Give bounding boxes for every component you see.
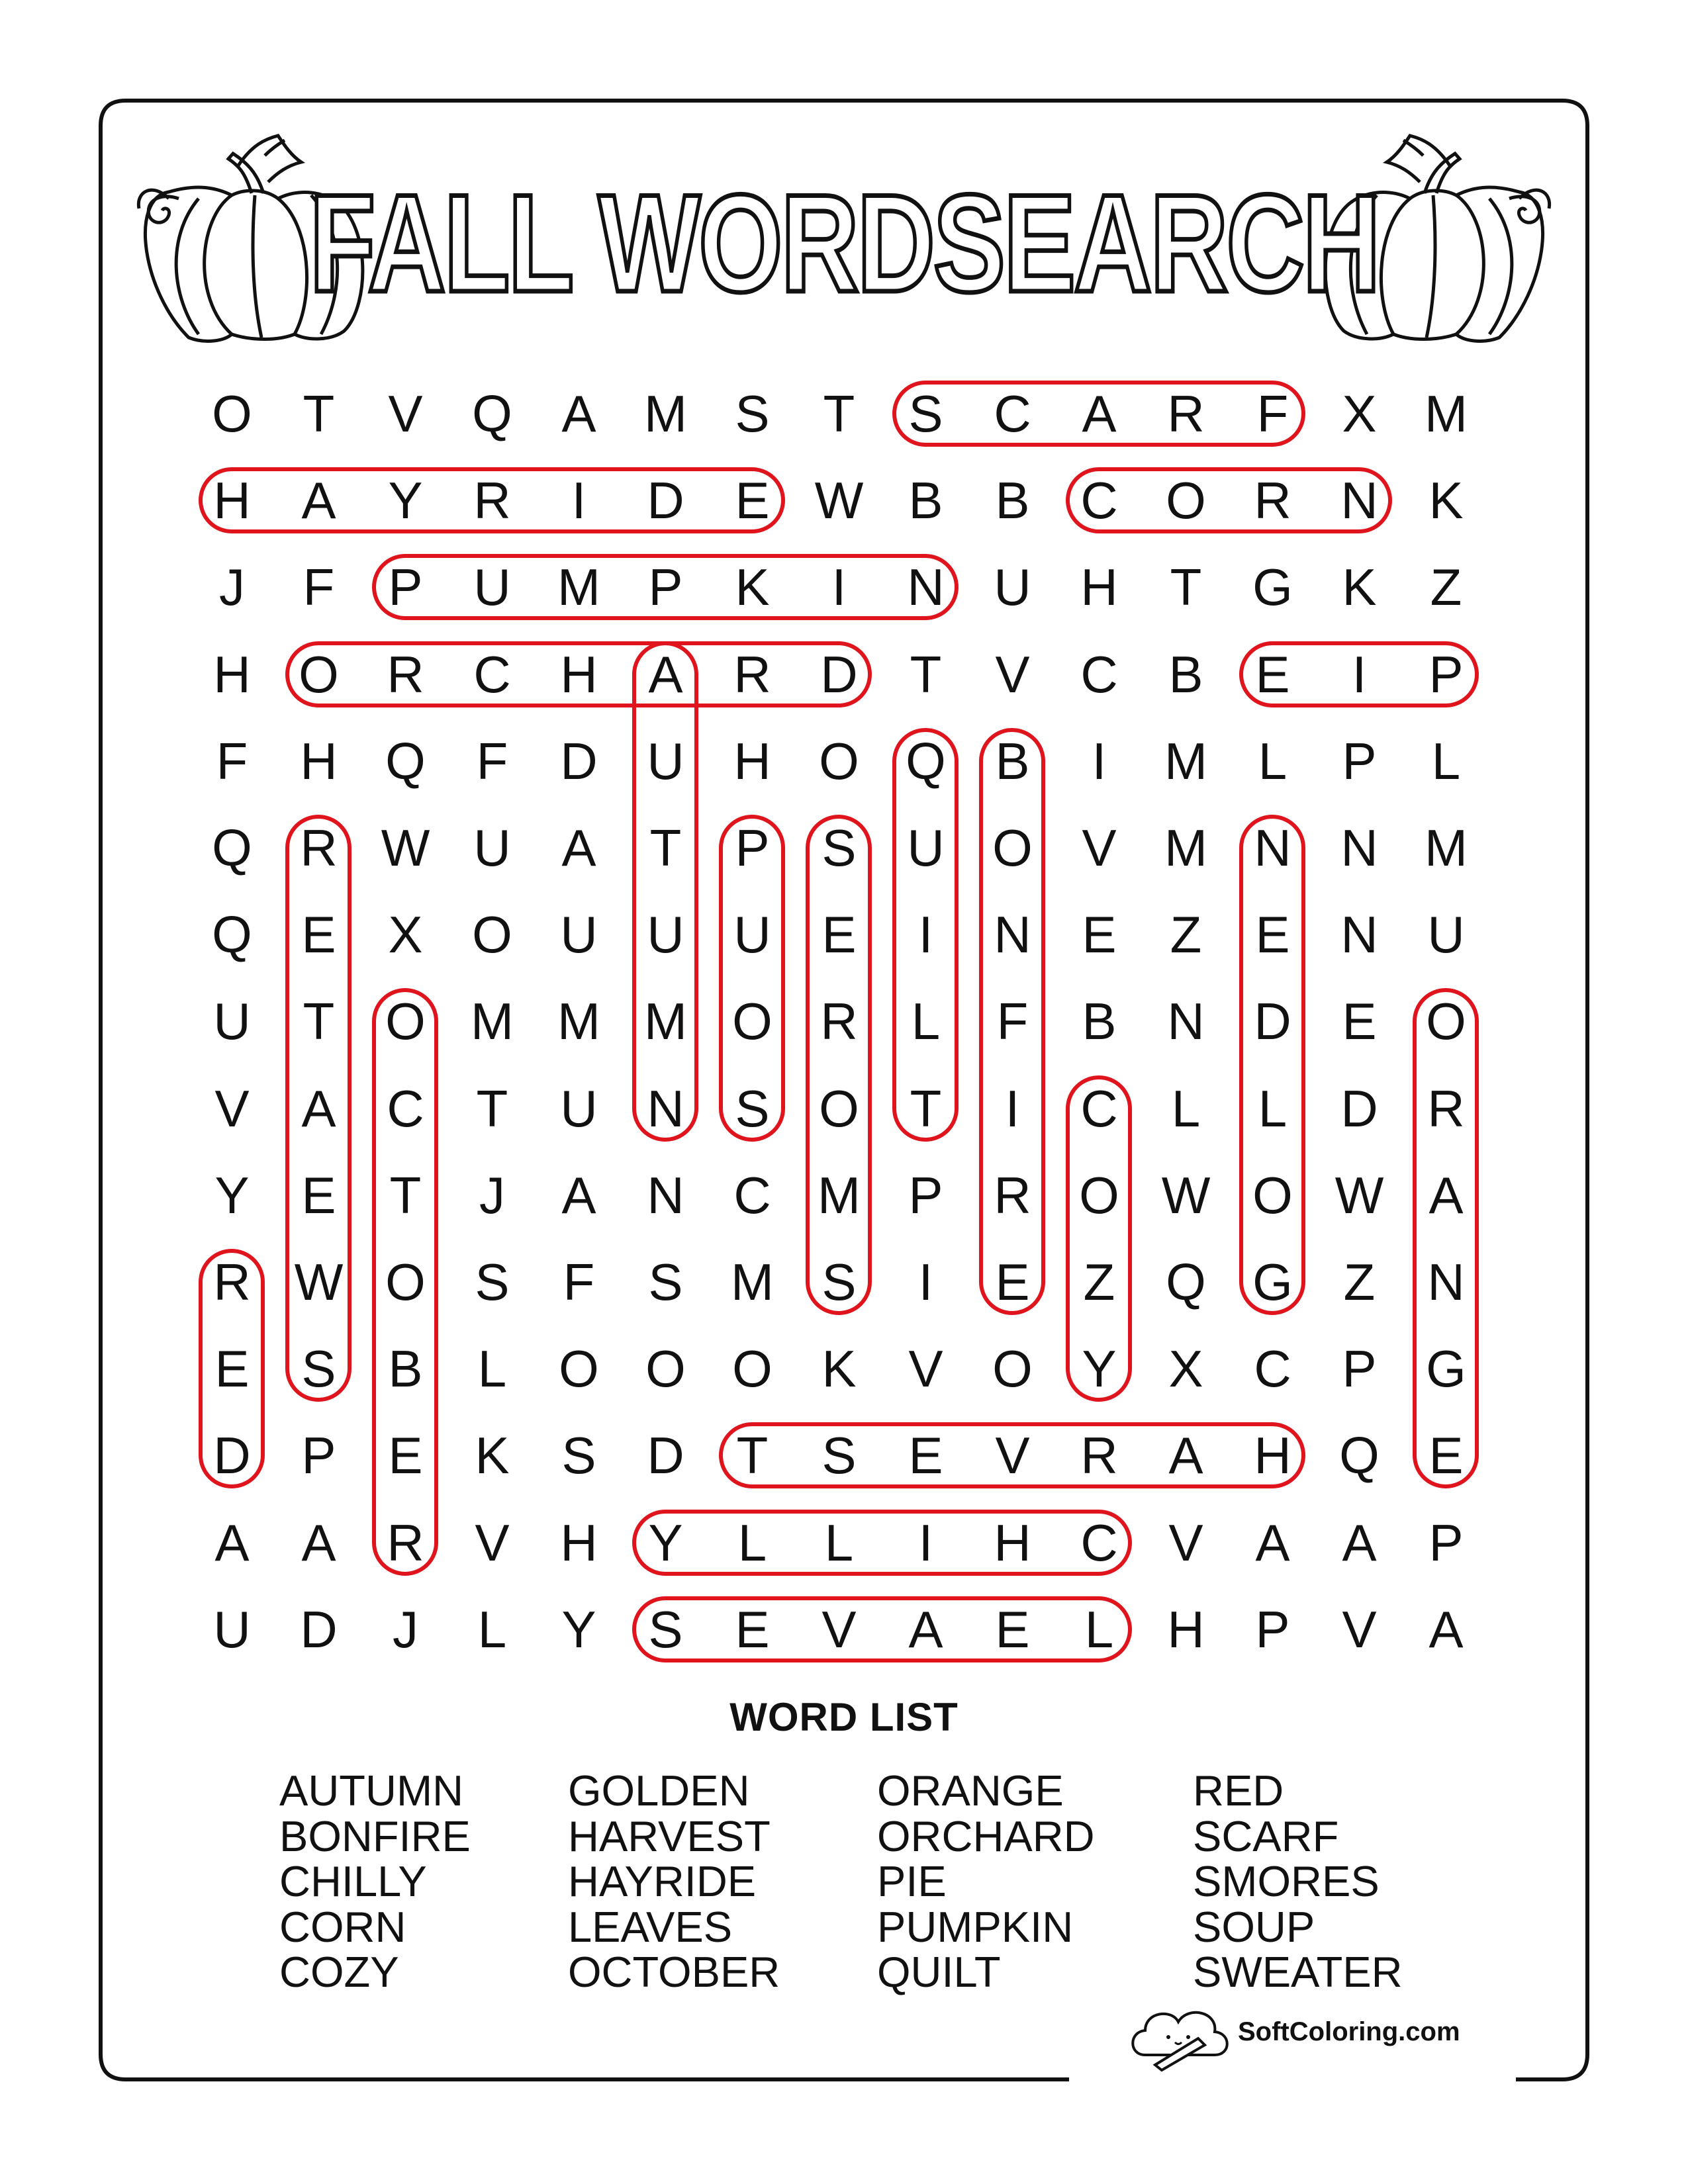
grid-cell-r4-c10: I — [1092, 731, 1107, 790]
grid-cell-r7-c6: O — [732, 992, 773, 1051]
grid-cell-r14-c12: P — [1255, 1600, 1290, 1659]
grid-cell-r5-c6: P — [735, 819, 770, 877]
grid-cell-r8-c2: C — [387, 1079, 424, 1138]
word-list-item: CHILLY — [279, 1857, 427, 1905]
grid-cell-r6-c5: U — [647, 905, 684, 964]
word-list-column-3 — [877, 1768, 1095, 1995]
word-list-item: LEAVES — [568, 1902, 733, 1951]
grid-cell-r12-c12: H — [1254, 1426, 1291, 1485]
grid-cell-r7-c1: T — [303, 992, 335, 1051]
grid-cell-r13-c4: H — [560, 1513, 598, 1572]
grid-cell-r9-c1: E — [301, 1165, 336, 1224]
grid-cell-r12-c14: E — [1429, 1426, 1464, 1485]
grid-cell-r11-c3: L — [477, 1340, 507, 1398]
grid-cell-r10-c12: G — [1252, 1253, 1293, 1311]
grid-cell-r7-c11: N — [1167, 992, 1205, 1051]
grid-cell-r2-c4: M — [557, 558, 600, 617]
grid-cell-r8-c4: U — [560, 1079, 598, 1138]
grid-cell-r4-c3: F — [476, 731, 508, 790]
grid-cell-r1-c8: B — [908, 471, 943, 530]
word-list-item: SWEATER — [1193, 1948, 1403, 1996]
grid-cell-r5-c11: M — [1164, 819, 1207, 877]
grid-cell-r0-c5: M — [644, 385, 687, 443]
grid-cell-r6-c2: X — [388, 905, 423, 964]
grid-cell-r7-c3: M — [471, 992, 514, 1051]
grid-cell-r12-c11: A — [1168, 1426, 1203, 1485]
grid-cell-r5-c8: U — [907, 819, 945, 877]
grid-cell-r4-c6: H — [733, 731, 771, 790]
grid-cell-r10-c2: O — [385, 1253, 426, 1311]
grid-cell-r1-c4: I — [571, 471, 586, 530]
grid-cell-r5-c1: R — [300, 819, 338, 877]
grid-cell-r7-c4: M — [557, 992, 600, 1051]
grid-cell-r5-c0: Q — [212, 819, 252, 877]
grid-cell-r7-c13: E — [1342, 992, 1377, 1051]
grid-cell-r4-c13: P — [1342, 731, 1377, 790]
word-list-item: QUILT — [877, 1948, 1001, 1996]
grid-cell-r13-c7: L — [824, 1513, 854, 1572]
grid-cell-r8-c13: D — [1340, 1079, 1378, 1138]
grid-cell-r2-c12: G — [1252, 558, 1293, 617]
grid-cell-r13-c14: P — [1429, 1513, 1464, 1572]
grid-cell-r0-c4: A — [561, 385, 596, 443]
word-list-item: SOUP — [1193, 1902, 1315, 1951]
grid-cell-r0-c10: A — [1082, 385, 1117, 443]
grid-cell-r13-c10: C — [1080, 1513, 1118, 1572]
grid-cell-r9-c13: W — [1335, 1165, 1384, 1224]
grid-cell-r9-c7: M — [818, 1165, 861, 1224]
grid-cell-r10-c6: M — [731, 1253, 774, 1311]
word-list-column-1 — [279, 1768, 471, 1995]
grid-cell-r11-c2: B — [388, 1340, 423, 1398]
grid-cell-r13-c5: Y — [648, 1513, 683, 1572]
grid-cell-r11-c4: O — [559, 1340, 599, 1398]
grid-cell-r5-c7: S — [821, 819, 857, 877]
grid-cell-r6-c14: U — [1427, 905, 1465, 964]
grid-cell-r11-c5: O — [645, 1340, 686, 1398]
grid-cell-r10-c14: N — [1427, 1253, 1465, 1311]
grid-cell-r1-c5: D — [647, 471, 684, 530]
word-list-item: ORANGE — [877, 1766, 1064, 1815]
grid-cell-r7-c8: L — [911, 992, 941, 1051]
grid-cell-r12-c3: K — [475, 1426, 510, 1485]
grid-cell-r10-c4: F — [563, 1253, 595, 1311]
grid-cell-r13-c3: V — [475, 1513, 510, 1572]
grid-cell-r3-c7: D — [820, 645, 858, 704]
word-list-column-4 — [1193, 1768, 1403, 1995]
grid-cell-r4-c8: Q — [906, 731, 946, 790]
grid-cell-r0-c3: Q — [472, 385, 512, 443]
grid-cell-r5-c5: T — [649, 819, 682, 877]
grid-cell-r8-c7: O — [819, 1079, 859, 1138]
word-list-column-2 — [568, 1768, 780, 1995]
grid-cell-r4-c11: M — [1164, 731, 1207, 790]
grid-cell-r11-c14: G — [1426, 1340, 1466, 1398]
grid-cell-r2-c3: U — [473, 558, 511, 617]
grid-cell-r0-c12: F — [1256, 385, 1289, 443]
grid-cell-r14-c1: D — [300, 1600, 338, 1659]
grid-cell-r1-c13: N — [1340, 471, 1378, 530]
grid-cell-r8-c1: A — [301, 1079, 336, 1138]
grid-cell-r14-c9: E — [995, 1600, 1030, 1659]
grid-cell-r0-c8: S — [908, 385, 943, 443]
grid-cell-r2-c5: P — [648, 558, 683, 617]
grid-cell-r13-c12: A — [1255, 1513, 1290, 1572]
grid-cell-r2-c0: J — [219, 558, 245, 617]
grid-cell-r6-c7: E — [821, 905, 857, 964]
grid-cell-r9-c3: J — [479, 1165, 505, 1224]
grid-cell-r3-c3: C — [473, 645, 511, 704]
grid-cell-r5-c14: M — [1425, 819, 1468, 877]
grid-cell-r1-c10: C — [1080, 471, 1118, 530]
grid-cell-r10-c13: Z — [1343, 1253, 1376, 1311]
grid-cell-r5-c2: W — [381, 819, 430, 877]
grid-cell-r6-c6: U — [733, 905, 771, 964]
grid-cell-r14-c14: A — [1429, 1600, 1464, 1659]
word-list-item: AUTUMN — [279, 1766, 464, 1815]
grid-cell-r14-c0: U — [213, 1600, 251, 1659]
grid-cell-r11-c12: C — [1254, 1340, 1291, 1398]
grid-cell-r3-c10: C — [1080, 645, 1118, 704]
grid-cell-r8-c6: S — [735, 1079, 770, 1138]
grid-cell-r11-c9: O — [992, 1340, 1033, 1398]
brand-logo — [1125, 1999, 1470, 2071]
grid-cell-r11-c11: X — [1168, 1340, 1203, 1398]
grid-cell-r1-c7: W — [814, 471, 864, 530]
grid-cell-r10-c7: S — [821, 1253, 857, 1311]
cloud-pencil-logo-icon — [1125, 1999, 1238, 2071]
grid-cell-r6-c4: U — [560, 905, 598, 964]
grid-cell-r5-c13: N — [1340, 819, 1378, 877]
grid-cell-r5-c3: U — [473, 819, 511, 877]
grid-cell-r9-c10: O — [1079, 1165, 1119, 1224]
grid-cell-r4-c0: F — [216, 731, 248, 790]
grid-cell-r14-c2: J — [393, 1600, 418, 1659]
grid-cell-r8-c12: L — [1258, 1079, 1288, 1138]
grid-cell-r3-c5: A — [648, 645, 683, 704]
grid-cell-r11-c6: O — [732, 1340, 773, 1398]
grid-cell-r6-c1: E — [301, 905, 336, 964]
grid-cell-r11-c1: S — [301, 1340, 336, 1398]
grid-cell-r3-c11: B — [1168, 645, 1203, 704]
grid-cell-r9-c14: A — [1429, 1165, 1464, 1224]
grid-cell-r0-c13: X — [1342, 385, 1377, 443]
grid-cell-r5-c9: O — [992, 819, 1033, 877]
grid-cell-r0-c11: R — [1167, 385, 1205, 443]
grid-cell-r5-c12: N — [1254, 819, 1291, 877]
grid-cell-r7-c5: M — [644, 992, 687, 1051]
grid-cell-r1-c3: R — [473, 471, 511, 530]
grid-cell-r1-c14: K — [1429, 471, 1464, 530]
grid-cell-r13-c6: L — [737, 1513, 767, 1572]
grid-cell-r6-c0: Q — [212, 905, 252, 964]
grid-cell-r3-c1: O — [299, 645, 339, 704]
grid-cell-r0-c1: T — [303, 385, 335, 443]
word-list-item: RED — [1193, 1766, 1284, 1815]
grid-cell-r12-c1: P — [301, 1426, 336, 1485]
grid-cell-r13-c2: R — [387, 1513, 424, 1572]
grid-cell-r3-c14: P — [1429, 645, 1464, 704]
grid-cell-r7-c10: B — [1082, 992, 1117, 1051]
grid-cell-r1-c0: H — [213, 471, 251, 530]
grid-cell-r13-c13: A — [1342, 1513, 1377, 1572]
grid-cell-r10-c11: Q — [1166, 1253, 1206, 1311]
grid-cell-r13-c1: A — [301, 1513, 336, 1572]
word-list-item: PUMPKIN — [877, 1902, 1074, 1951]
grid-cell-r6-c11: Z — [1170, 905, 1202, 964]
brand-text: SoftColoring.com — [1238, 2017, 1460, 2046]
grid-cell-r6-c9: N — [994, 905, 1031, 964]
grid-cell-r12-c0: D — [213, 1426, 251, 1485]
grid-cell-r3-c13: I — [1352, 645, 1367, 704]
grid-cell-r9-c0: Y — [214, 1165, 250, 1224]
grid-cell-r14-c11: H — [1167, 1600, 1205, 1659]
grid-cell-r11-c10: Y — [1082, 1340, 1117, 1398]
word-list-item: ORCHARD — [877, 1811, 1095, 1860]
grid-cell-r11-c7: K — [821, 1340, 857, 1398]
grid-cell-r3-c2: R — [387, 645, 424, 704]
grid-cell-r12-c4: S — [561, 1426, 596, 1485]
word-list-item: HARVEST — [568, 1811, 771, 1860]
grid-cell-r2-c2: P — [388, 558, 423, 617]
grid-cell-r4-c5: U — [647, 731, 684, 790]
grid-cell-r12-c7: S — [821, 1426, 857, 1485]
grid-cell-r10-c5: S — [648, 1253, 683, 1311]
grid-cell-r0-c0: O — [212, 385, 252, 443]
grid-cell-r9-c9: R — [994, 1165, 1031, 1224]
grid-cell-r2-c11: T — [1170, 558, 1202, 617]
grid-cell-r2-c6: K — [735, 558, 770, 617]
grid-cell-r11-c8: V — [908, 1340, 943, 1398]
grid-cell-r8-c9: I — [1005, 1079, 1020, 1138]
grid-cell-r2-c7: I — [831, 558, 847, 617]
grid-cell-r1-c9: B — [995, 471, 1030, 530]
grid-cell-r14-c7: V — [821, 1600, 857, 1659]
grid-cell-r10-c3: S — [475, 1253, 510, 1311]
grid-cell-r6-c13: N — [1340, 905, 1378, 964]
grid-cell-r14-c13: V — [1342, 1600, 1377, 1659]
grid-cell-r6-c12: E — [1255, 905, 1290, 964]
grid-cell-r14-c5: S — [648, 1600, 683, 1659]
grid-cell-r12-c10: R — [1080, 1426, 1118, 1485]
grid-cell-r3-c4: H — [560, 645, 598, 704]
grid-cell-r9-c11: W — [1161, 1165, 1211, 1224]
grid-cell-r9-c5: N — [647, 1165, 684, 1224]
grid-cell-r10-c1: W — [294, 1253, 344, 1311]
grid-cell-r0-c2: V — [388, 385, 423, 443]
word-list-item: GOLDEN — [568, 1766, 750, 1815]
grid-cell-r7-c14: O — [1426, 992, 1466, 1051]
grid-cell-r6-c8: I — [918, 905, 933, 964]
grid-cell-r14-c6: E — [735, 1600, 770, 1659]
grid-cell-r4-c1: H — [300, 731, 338, 790]
grid-cell-r3-c8: T — [910, 645, 942, 704]
grid-cell-r8-c11: L — [1171, 1079, 1201, 1138]
grid-cell-r0-c6: S — [735, 385, 770, 443]
grid-cell-r4-c2: Q — [385, 731, 426, 790]
word-list-item: SMORES — [1193, 1857, 1380, 1905]
grid-cell-r14-c10: L — [1084, 1600, 1114, 1659]
grid-cell-r9-c8: P — [908, 1165, 943, 1224]
grid-cell-r0-c7: T — [823, 385, 855, 443]
grid-cell-r13-c9: H — [994, 1513, 1031, 1572]
grid-cell-r8-c8: T — [910, 1079, 942, 1138]
grid-cell-r5-c10: V — [1082, 819, 1117, 877]
grid-cell-r12-c5: D — [647, 1426, 684, 1485]
grid-cell-r0-c9: C — [994, 385, 1031, 443]
grid-cell-r4-c14: L — [1431, 731, 1461, 790]
grid-cell-r14-c8: A — [908, 1600, 943, 1659]
word-list-item: OCTOBER — [568, 1948, 780, 1996]
grid-cell-r3-c9: V — [995, 645, 1030, 704]
grid-cell-r12-c9: V — [995, 1426, 1030, 1485]
grid-cell-r6-c3: O — [472, 905, 512, 964]
grid-cell-r13-c8: I — [918, 1513, 933, 1572]
grid-cell-r3-c0: H — [213, 645, 251, 704]
grid-cell-r10-c10: Z — [1083, 1253, 1115, 1311]
grid-cell-r11-c13: P — [1342, 1340, 1377, 1398]
word-list-item: BONFIRE — [279, 1811, 471, 1860]
grid-cell-r4-c9: B — [995, 731, 1030, 790]
grid-cell-r12-c13: Q — [1339, 1426, 1380, 1485]
word-list-item: SCARF — [1193, 1811, 1339, 1860]
grid-cell-r6-c10: E — [1082, 905, 1117, 964]
grid-cell-r2-c1: F — [303, 558, 335, 617]
grid-cell-r2-c10: H — [1080, 558, 1118, 617]
grid-cell-r4-c4: D — [560, 731, 598, 790]
word-list-item: PIE — [877, 1857, 947, 1905]
grid-cell-r12-c6: T — [736, 1426, 769, 1485]
grid-cell-r7-c2: O — [385, 992, 426, 1051]
word-list-item: CORN — [279, 1902, 406, 1951]
grid-cell-r14-c4: Y — [561, 1600, 596, 1659]
grid-cell-r4-c12: L — [1258, 731, 1288, 790]
page-title: FALL WORDSEARCH — [309, 165, 1379, 321]
grid-cell-r4-c7: O — [819, 731, 859, 790]
grid-cell-r9-c2: T — [389, 1165, 422, 1224]
grid-cell-r12-c8: E — [908, 1426, 943, 1485]
grid-cell-r8-c5: N — [647, 1079, 684, 1138]
grid-cell-r13-c11: V — [1168, 1513, 1203, 1572]
grid-cell-r1-c12: R — [1254, 471, 1291, 530]
word-list-title: WORD LIST — [729, 1695, 959, 1739]
grid-cell-r0-c14: M — [1425, 385, 1468, 443]
grid-cell-r13-c0: A — [214, 1513, 250, 1572]
grid-cell-r9-c12: O — [1252, 1165, 1293, 1224]
grid-cell-r3-c12: E — [1255, 645, 1290, 704]
grid-cell-r1-c6: E — [735, 471, 770, 530]
grid-cell-r1-c11: O — [1166, 471, 1206, 530]
grid-cell-r8-c14: R — [1427, 1079, 1465, 1138]
grid-cell-r7-c12: D — [1254, 992, 1291, 1051]
grid-cell-r3-c6: R — [733, 645, 771, 704]
grid-cell-r1-c1: A — [301, 471, 336, 530]
grid-cell-r8-c3: T — [476, 1079, 508, 1138]
grid-cell-r9-c4: A — [561, 1165, 596, 1224]
grid-cell-r12-c2: E — [388, 1426, 423, 1485]
grid-cell-r2-c8: N — [907, 558, 945, 617]
word-list-item: HAYRIDE — [568, 1857, 757, 1905]
grid-cell-r5-c4: A — [561, 819, 596, 877]
grid-cell-r8-c10: C — [1080, 1079, 1118, 1138]
grid-cell-r2-c9: U — [994, 558, 1031, 617]
grid-cell-r11-c0: E — [214, 1340, 250, 1398]
grid-cell-r10-c8: I — [918, 1253, 933, 1311]
grid-cell-r9-c6: C — [733, 1165, 771, 1224]
word-list-item: COZY — [279, 1948, 399, 1996]
grid-cell-r8-c0: V — [214, 1079, 250, 1138]
grid-cell-r7-c7: R — [820, 992, 858, 1051]
grid-cell-r7-c9: F — [996, 992, 1029, 1051]
grid-cell-r14-c3: L — [477, 1600, 507, 1659]
grid-cell-r2-c14: Z — [1430, 558, 1462, 617]
grid-cell-r1-c2: Y — [388, 471, 423, 530]
grid-cell-r2-c13: K — [1342, 558, 1377, 617]
grid-cell-r10-c9: E — [995, 1253, 1030, 1311]
grid-cell-r7-c0: U — [213, 992, 251, 1051]
grid-cell-r10-c0: R — [213, 1253, 251, 1311]
